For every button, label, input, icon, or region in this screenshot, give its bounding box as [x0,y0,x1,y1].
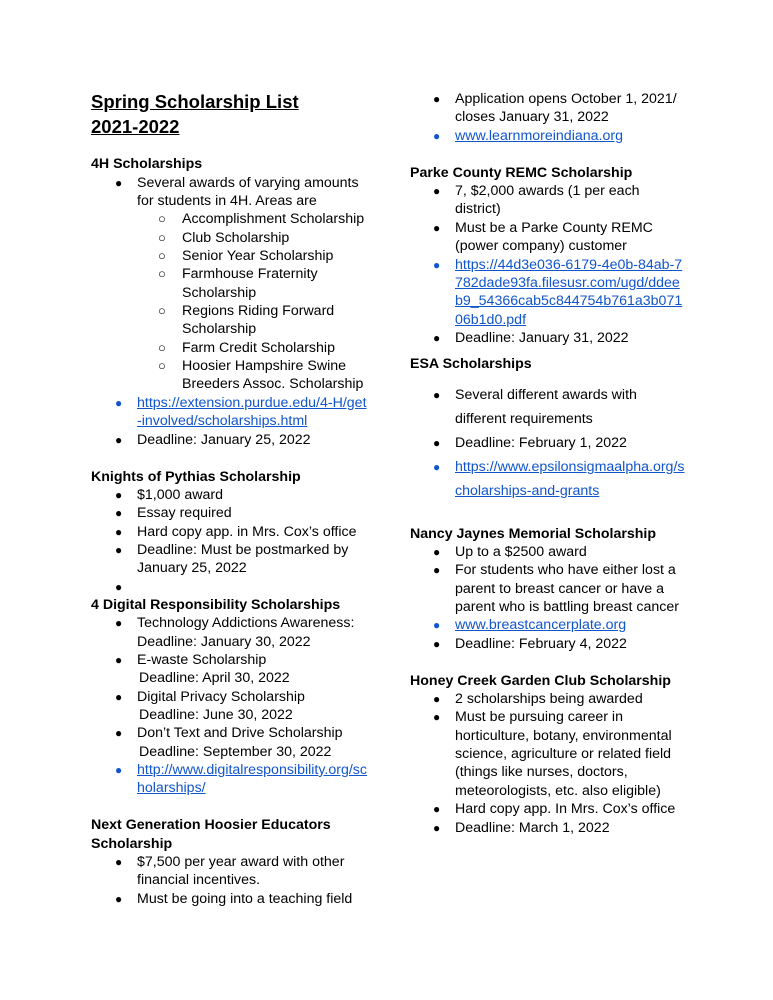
list-item-cont: Deadline: April 30, 2022 [139,670,290,686]
learnmore-link[interactable]: ● www.learnmoreindiana.org [455,127,623,145]
list-item: ● For students who have either lost a [455,561,676,579]
sub-list-item: ○ Senior Year Scholarship [182,247,333,265]
list-item-cont: different requirements [455,411,593,427]
list-item: ● Several different awards with [455,386,637,404]
list-item: ● E-waste Scholarship [137,651,266,669]
empty-bullet: ● [115,580,123,594]
list-item-cont: parent to breast cancer or have a [455,581,664,597]
section-heading: Next Generation Hoosier Educators [91,817,331,833]
sub-list-item: ○ Accomplishment Scholarship [182,210,364,228]
list-item: ● 7, $2,000 awards (1 per each [455,182,640,200]
list-item-cont: parent who is battling breast cancer [455,599,679,615]
list-item: ● Deadline: February 4, 2022 [455,635,627,653]
section-heading: ESA Scholarships [410,356,532,372]
sub-list-item: ○ Farmhouse Fraternity [182,265,318,283]
esa-link-cont[interactable]: cholarships-and-grants [455,483,600,499]
esa-link[interactable]: ● https://www.epsilonsigmaalpha.org/s [455,458,684,476]
sub-list-item: ○ Farm Credit Scholarship [182,339,335,357]
list-item: ● Essay required [137,504,232,522]
section-heading: Knights of Pythias Scholarship [91,469,301,485]
list-item: ● Hard copy app. in Mrs. Cox’s office [137,523,356,541]
sub-list-item-cont: Scholarship [182,321,257,337]
breastcancerplate-link[interactable]: ● www.breastcancerplate.org [455,616,626,634]
list-item: ● Hard copy app. In Mrs. Cox’s office [455,800,675,818]
list-item-cont: (power company) customer [455,238,627,254]
section-heading: 4H Scholarships [91,156,203,172]
sub-list-item: ○ Hoosier Hampshire Swine [182,357,346,375]
sub-list-item: ○ Club Scholarship [182,229,289,247]
parke-link-cont[interactable]: b9_54366cab5c844754b761a3b071 [455,293,683,309]
list-item-cont: Deadline: January 30, 2022 [137,634,311,650]
list-item: ● Don’t Text and Drive Scholarship [137,724,343,742]
digital-link-cont[interactable]: holarships/ [137,780,206,796]
section-heading-cont: Scholarship [91,836,173,852]
list-item: ● Must be pursuing career in [455,708,623,726]
list-item: ● $1,000 award [137,486,223,504]
4h-link[interactable]: ● https://extension.purdue.edu/4-H/get [137,394,367,412]
list-item: ● Technology Addictions Awareness: [137,614,354,632]
page-title-line2: 2021-2022 [91,116,180,137]
section-heading: 4 Digital Responsibility Scholarships [91,597,341,613]
sub-list-item: ○ Regions Riding Forward [182,302,334,320]
list-item: ● $7,500 per year award with other [137,853,344,871]
list-item: ● Must be a Parke County REMC [455,219,653,237]
section-heading: Parke County REMC Scholarship [410,165,633,181]
list-item-cont: Deadline: September 30, 2022 [139,744,332,760]
list-item-cont: horticulture, botany, environmental [455,728,672,744]
list-item: ● Deadline: Must be postmarked by [137,541,348,559]
sub-list-item-cont: Scholarship [182,285,257,301]
parke-link[interactable]: ● https://44d3e036-6179-4e0b-84ab-7 [455,256,682,274]
list-item: ● Digital Privacy Scholarship [137,688,305,706]
list-item-cont: meteorologists, etc. also eligible) [455,783,661,799]
list-item: ● Deadline: February 1, 2022 [455,434,627,452]
list-item-cont: January 25, 2022 [137,560,247,576]
list-item-cont: science, agriculture or related field [455,746,672,762]
parke-link-cont[interactable]: 06b1d0.pdf [455,312,527,328]
list-item-cont: Deadline: June 30, 2022 [139,707,293,723]
list-item: ● Up to a $2500 award [455,543,587,561]
list-item: ● Several awards of varying amounts [137,174,359,192]
list-item: ● Deadline: January 25, 2022 [137,431,311,449]
section-heading: Nancy Jaynes Memorial Scholarship [410,526,657,542]
sub-list-item-cont: Breeders Assoc. Scholarship [182,376,364,392]
list-item: ● Must be going into a teaching field [137,890,352,908]
section-heading: Honey Creek Garden Club Scholarship [410,673,671,689]
list-item-cont: closes January 31, 2022 [455,109,609,125]
4h-link-cont[interactable]: -involved/scholarships.html [137,413,308,429]
list-item-cont: for students in 4H. Areas are [137,193,317,209]
list-item: ● Deadline: March 1, 2022 [455,819,610,837]
list-item-cont: financial incentives. [137,872,261,888]
list-item: ● 2 scholarships being awarded [455,690,643,708]
parke-link-cont[interactable]: 782dade93fa.filesusr.com/ugd/ddee [455,275,680,291]
list-item-cont: district) [455,201,501,217]
list-item: ● Application opens October 1, 2021/ [455,90,677,108]
list-item-cont: (things like nurses, doctors, [455,764,628,780]
list-item: ● Deadline: January 31, 2022 [455,329,629,347]
digital-link[interactable]: ● http://www.digitalresponsibility.org/sc [137,761,367,779]
page-title-line1: Spring Scholarship List [91,91,299,112]
